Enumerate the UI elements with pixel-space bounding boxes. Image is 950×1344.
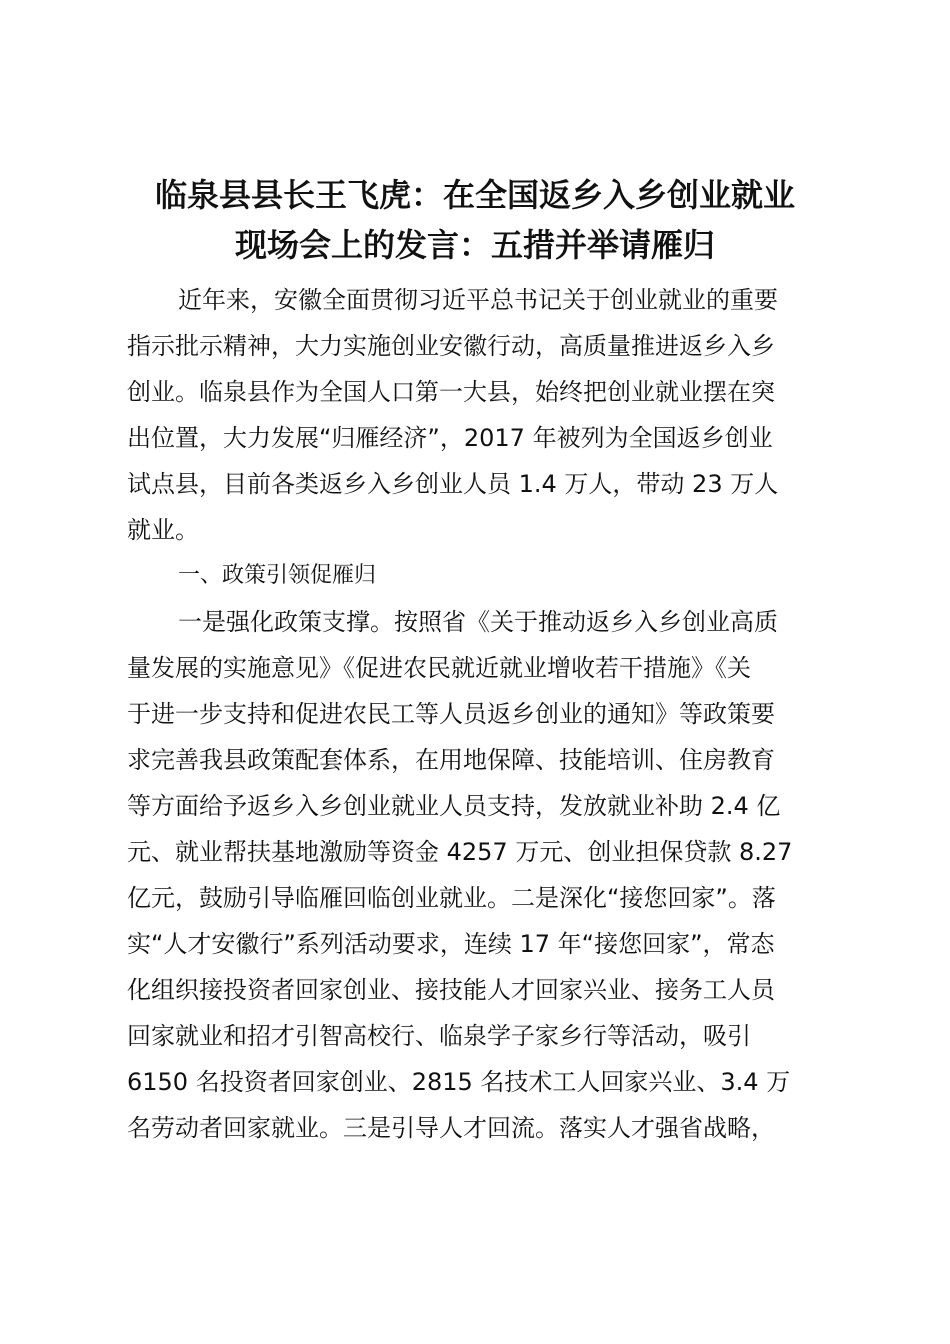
title-line-1: 临泉县县长王飞虎：在全国返乡入乡创业就业: [154, 176, 795, 214]
section-heading: [127, 553, 827, 599]
paragraph-line: 出位置，大力发展“归雁经济”，2017 年被列为全国返乡创业: [127, 424, 773, 452]
paragraph-line: 等方面给予返乡入乡创业就业人员支持，发放就业补助 2.4 亿: [127, 792, 781, 820]
paragraph-line: 实“人才安徽行”系列活动要求，连续 17 年“接您回家”，常态: [127, 930, 775, 958]
paragraph-line: 量发展的实施意见》《促进农民就近就业增收若干措施》《关: [127, 654, 751, 682]
document-title: [100, 170, 850, 270]
paragraph-line: 就业。: [127, 516, 199, 544]
paragraph-line: 回家就业和招才引智高校行、临泉学子家乡行等活动，吸引: [127, 1022, 751, 1050]
paragraph-line: 于进一步支持和促进农民工等人员返乡创业的通知》等政策要: [127, 700, 775, 728]
paragraph-line: 元、就业帮扶基地激励等资金 4257 万元、创业担保贷款 8.27: [127, 838, 793, 866]
paragraph-line: 化组织接投资者回家创业、接技能人才回家兴业、接务工人员: [127, 976, 775, 1004]
paragraph-line: 亿元，鼓励引导临雁回临创业就业。二是深化“接您回家”。落: [127, 884, 776, 912]
paragraph-line: 6150 名投资者回家创业、2815 名技术工人回家兴业、3.4 万: [127, 1068, 791, 1096]
title-line-2: 现场会上的发言：五措并举请雁归: [234, 226, 715, 264]
paragraph-line: 名劳动者回家就业。三是引导人才回流。落实人才强省战略，: [127, 1114, 775, 1142]
paragraph-intro: [127, 277, 827, 553]
paragraph-policy: [127, 599, 827, 1151]
document-body: [127, 277, 827, 1151]
paragraph-line: 求完善我县政策配套体系，在用地保障、技能培训、住房教育: [127, 746, 775, 774]
paragraph-line: 创业。临泉县作为全国人口第一大县，始终把创业就业摆在突: [127, 378, 775, 406]
paragraph-line: 一是强化政策支撑。按照省《关于推动返乡入乡创业高质: [178, 608, 778, 636]
paragraph-line: 指示批示精神，大力实施创业安徽行动，高质量推进返乡入乡: [127, 332, 775, 360]
section-heading-text: 一、政策引领促雁归: [178, 563, 377, 588]
paragraph-line: 近年来，安徽全面贯彻习近平总书记关于创业就业的重要: [178, 286, 778, 314]
paragraph-line: 试点县，目前各类返乡入乡创业人员 1.4 万人，带动 23 万人: [127, 470, 779, 498]
